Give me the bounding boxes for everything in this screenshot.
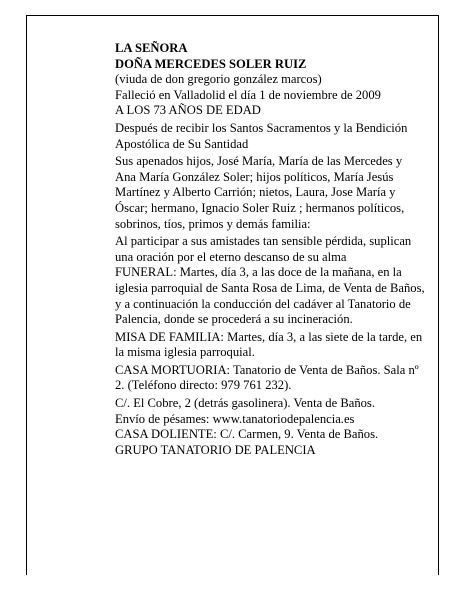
condolences-line: Envío de pésames: www.tanatoriodepalencia.es xyxy=(115,411,355,426)
death-line: Falleció en Valladolid el día 1 de noviembre de 2009 xyxy=(115,87,381,102)
mortuary-address: C/. El Cobre, 2 (detrás gasolinera). Venta de Baños. xyxy=(115,396,375,411)
obituary-notice xyxy=(115,41,425,458)
family-mass-paragraph: MISA DE FAMILIA: Martes, día 3, a las siete de la tarde, en la misma iglesia parroquial. xyxy=(115,329,423,360)
home-line: CASA DOLIENTE: C/. Carmen, 9. Venta de Baños. xyxy=(115,427,379,442)
widow-line: (viuda de don gregorio gonzález marcos) xyxy=(115,72,322,87)
title-line-1: LA SEÑORA xyxy=(115,41,188,55)
mortuary-paragraph: CASA MORTUORIA: Tanatorio de Venta de Baños. Sala nº 2. (Teléfono directo: 979 761 232). xyxy=(115,362,419,393)
deceased-name: DOÑA MERCEDES SOLER RUIZ xyxy=(115,56,307,71)
group-line: GRUPO TANATORIO DE PALENCIA xyxy=(115,442,316,457)
request-paragraph: Al participar a sus amistades tan sensible pérdida, suplican una oración por el eterno descanso de su alma xyxy=(115,234,412,264)
age-line: A LOS 73 AÑOS DE EDAD xyxy=(115,103,261,118)
sacraments-paragraph: Después de recibir los Santos Sacramentos y la Bendición Apostólica de Su Santidad xyxy=(115,120,408,151)
funeral-paragraph: FUNERAL: Martes, día 3, a las doce de la mañana, en la iglesia parroquial de Santa Rosa de Lima, de Venta de Baños, y a continuación la conducción del cadáver al Tanatorio de Palencia, donde se procederá a su incineración. xyxy=(115,265,425,327)
family-paragraph: Sus apenados hijos, José María, María de las Mercedes y Ana María González Soler; hijos políticos, María Jesús Martínez y Alberto Carrión; nietos, Laura, Jose María y Óscar; hermano, Ignacio Soler Ruiz ; hermanos políticos, sobrinos, tíos, primos y demás familia: xyxy=(115,154,405,231)
